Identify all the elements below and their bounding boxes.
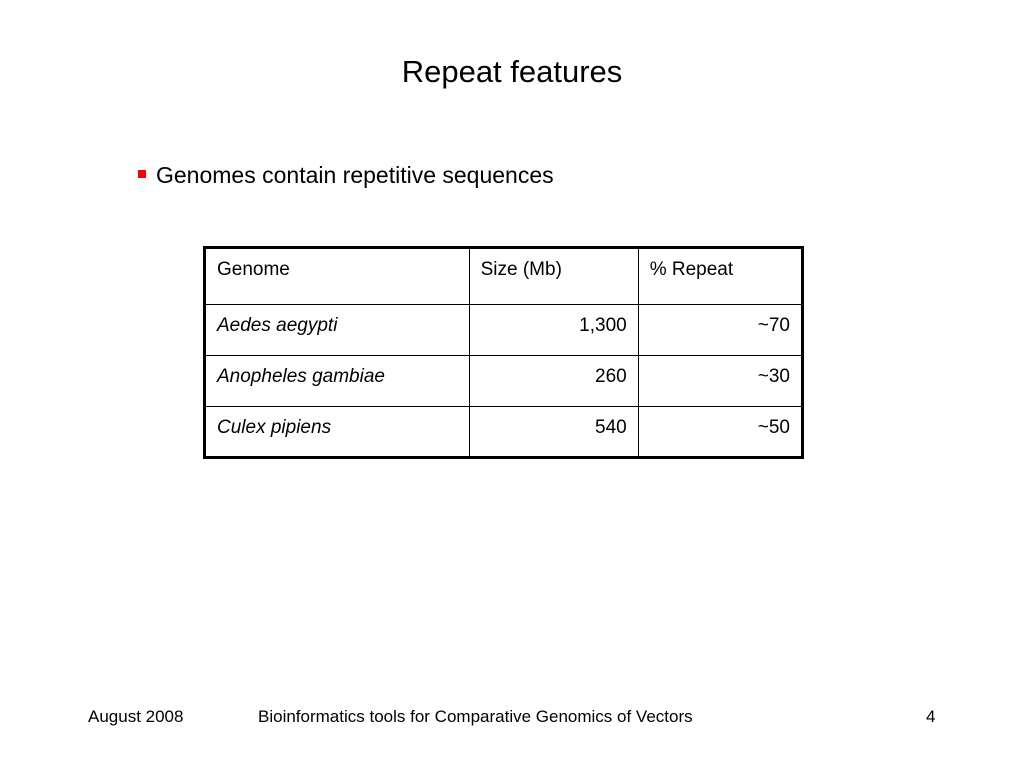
genome-repeat-table xyxy=(203,246,804,459)
header-cell-repeat: % Repeat xyxy=(638,248,802,305)
repeat-cell: ~50 xyxy=(638,407,802,458)
repeat-cell: ~30 xyxy=(638,356,802,407)
bullet-item xyxy=(138,160,554,190)
slide-title: Repeat features xyxy=(401,54,623,89)
genome-cell: Culex pipiens xyxy=(205,407,470,458)
footer-title: Bioinformatics tools for Comparative Genomics of Vectors xyxy=(258,707,693,726)
header-cell-genome: Genome xyxy=(205,248,470,305)
size-cell: 260 xyxy=(469,356,638,407)
square-bullet-icon xyxy=(138,170,146,178)
page-number: 4 xyxy=(926,707,936,726)
table-row xyxy=(205,407,803,458)
size-cell: 540 xyxy=(469,407,638,458)
table-header-row xyxy=(205,248,803,305)
bullet-text: Genomes contain repetitive sequences xyxy=(156,162,554,188)
size-cell: 1,300 xyxy=(469,305,638,356)
genome-cell: Anopheles gambiae xyxy=(205,356,470,407)
table-row xyxy=(205,305,803,356)
footer-date: August 2008 xyxy=(88,707,184,726)
table-row xyxy=(205,356,803,407)
repeat-cell: ~70 xyxy=(638,305,802,356)
genome-cell: Aedes aegypti xyxy=(205,305,470,356)
header-cell-size: Size (Mb) xyxy=(469,248,638,305)
